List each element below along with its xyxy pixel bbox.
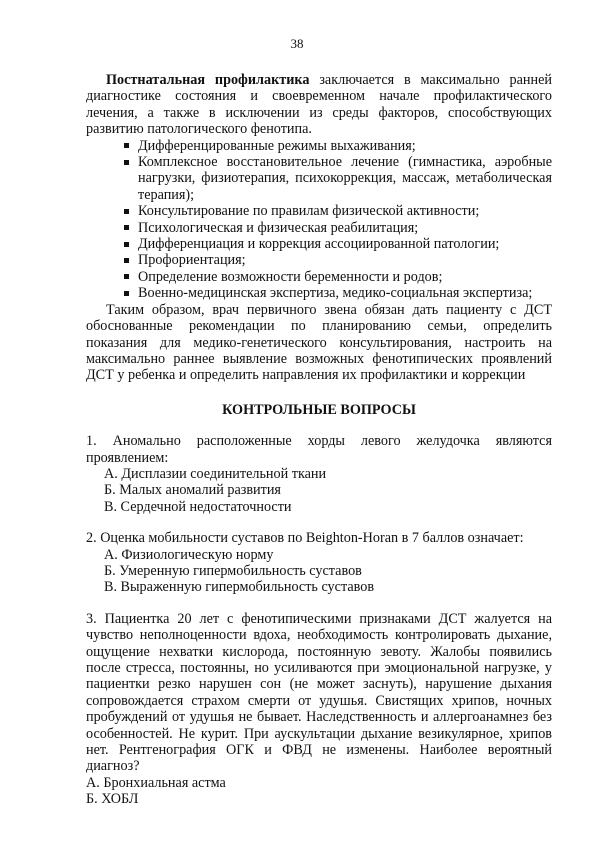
list-item: Психологическая и физическая реабилитация; [124, 220, 552, 236]
square-bullet-icon [124, 258, 129, 263]
square-bullet-icon [124, 209, 129, 214]
page-number: 38 [290, 36, 304, 51]
list-item: Определение возможности беременности и родов; [124, 269, 552, 285]
question-1 [86, 433, 552, 515]
list-item: Военно-медицинская экспертиза, медико-социальная экспертиза; [124, 285, 552, 301]
square-bullet-icon [124, 143, 129, 148]
answer-option: В. Сердечной недостаточности [104, 498, 292, 515]
answer-options [86, 775, 552, 808]
answer-options [86, 466, 552, 515]
list-item: Комплексное восстановительное лечение (гимнастика, аэробные нагрузки, физиотерапия, психокоррекция, массаж, метаболическая терапия); [124, 154, 552, 203]
list-item: Дифференцированные режимы выхаживания; [124, 138, 552, 154]
square-bullet-icon [124, 242, 129, 247]
prevention-list [86, 138, 552, 302]
answer-option: А. Дисплазии соединительной ткани [104, 465, 327, 482]
question-3 [86, 611, 552, 808]
section-title: КОНТРОЛЬНЫЕ ВОПРОСЫ [222, 401, 416, 418]
square-bullet-icon [124, 160, 129, 165]
answer-option: Б. Умеренную гипермобильность суставов [104, 562, 362, 579]
answer-option: А. Бронхиальная астма [86, 774, 226, 791]
square-bullet-icon [124, 291, 129, 296]
answer-option: А. Физиологическую норму [104, 546, 274, 563]
intro-paragraph [86, 72, 552, 138]
answer-options [86, 547, 552, 596]
intro-lead-term: Постнатальная профилактика [106, 72, 310, 88]
question-2 [86, 530, 552, 596]
list-item: Консультирование по правилам физической активности; [124, 203, 552, 219]
list-item: Профориентация; [124, 252, 552, 268]
page-content [86, 72, 552, 808]
question-text: 1. Аномально расположенные хорды левого желудочка являются проявлением: [86, 433, 552, 466]
answer-option: В. Выраженную гипермобильность суставов [104, 579, 375, 596]
square-bullet-icon [124, 225, 129, 230]
question-text: 2. Оценка мобильности суставов по Beighton-Horan в 7 баллов означает: [86, 530, 524, 547]
intro-text: заключается в максимально ранней диагностике состояния и своевременном начале профилактического лечения, а также в исключении из среды факторов, способствующих развитию патологического фенотипа. [86, 72, 553, 138]
question-text: 3. Пациентка 20 лет с фенотипическими признаками ДСТ жалуется на чувство неполноценности вдоха, необходимость контролировать дыхание, ощущение нехватки кислорода, постоянную зевоту. Жалобы появились после стресса, постоянны, но усиливаются при эмоциональной нагрузке, у пациентки резко нарушен сон (не может заснуть), нарушение дыхания сопровождается страхом смерти от удушья. Свистящих хрипов, ночных пробуждений от удушья не бывает. Наследственность и аллергоанамнез без особенностей. Не курит. При аускультации дыхание везикулярное, хрипов нет. Рентгенография ОГК и ФВД не изменены. Наиболее вероятный диагноз? [86, 610, 552, 775]
answer-option: Б. ХОБЛ [86, 791, 139, 808]
square-bullet-icon [124, 274, 129, 279]
list-item: Дифференциация и коррекция ассоциированной патологии; [124, 236, 552, 252]
answer-option: Б. Малых аномалий развития [104, 482, 281, 499]
conclusion-paragraph: Таким образом, врач первичного звена обязан дать пациенту с ДСТ обоснованные рекомендации по планированию семьи, определить показания для медико-генетического консультирования, настроить на максимально раннее выявление возможных фенотипических проявлений ДСТ у ребенка и определить направления их профилактики и коррекции [86, 301, 552, 384]
